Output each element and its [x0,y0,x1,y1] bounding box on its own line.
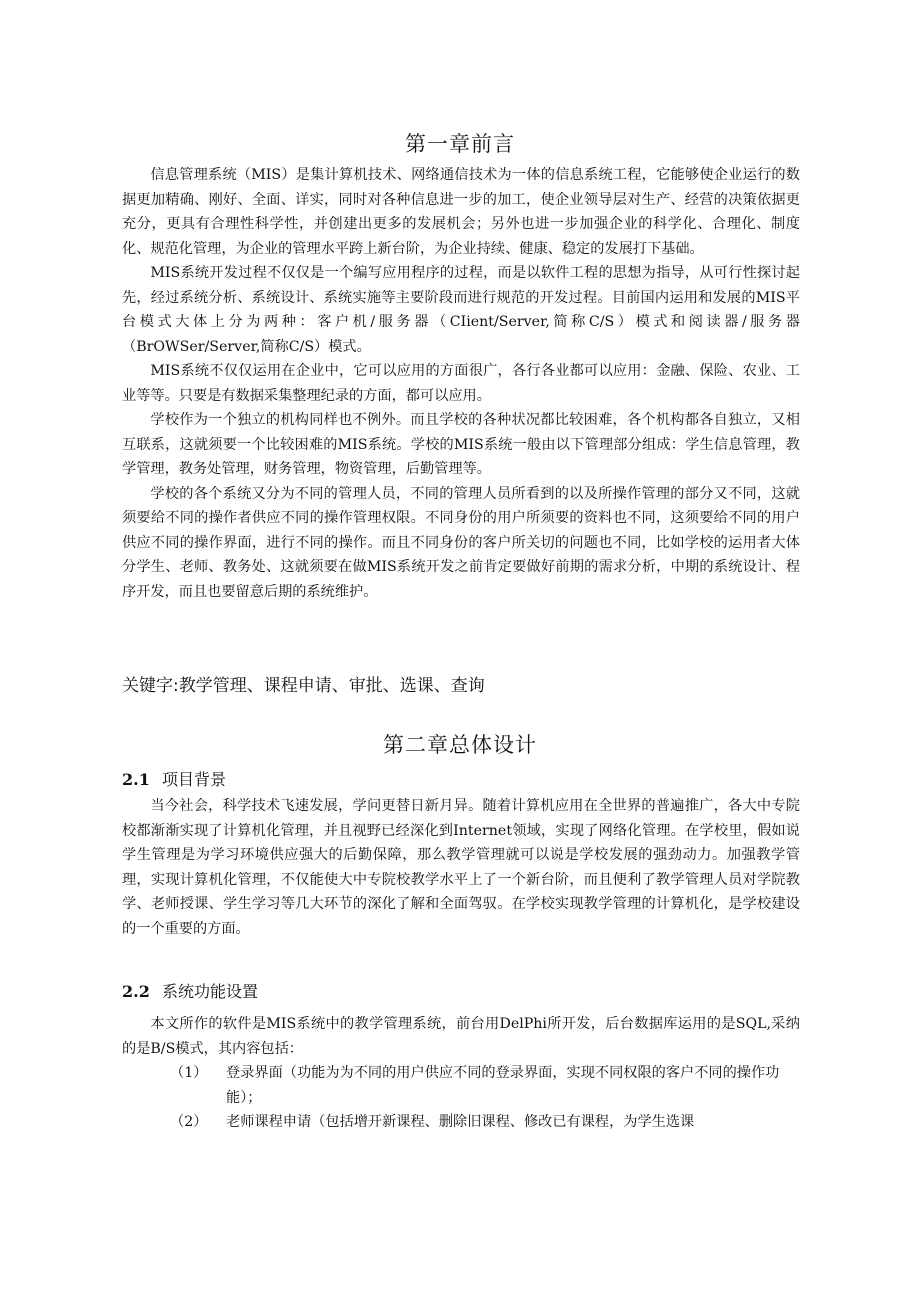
section-2-2-body [122,1012,800,1061]
list-item-index: （1） [170,1065,208,1081]
list-item [122,1110,800,1135]
function-list [122,1061,800,1135]
list-item-index: （2） [170,1114,208,1130]
section-number: 2.1 [122,770,150,789]
section-heading-2-1 [122,767,226,790]
section-title: 项目背景 [162,770,227,789]
list-item [122,1061,800,1110]
section-2-2-paragraph: 本文所作的软件是MIS系统中的教学管理系统，前台用DelPhi所开发，后台数据库运用的是SQL,采纳的是B/S模式，其内容包括： [122,1016,800,1057]
list-item-text: 登录界面（功能为为不同的用户供应不同的登录界面，实现不同权限的客户不同的操作功能）； [226,1065,780,1106]
chapter1-title: 第一章前言 [405,132,515,156]
section-title: 系统功能设置 [162,982,259,1001]
chapter2-title: 第二章总体设计 [383,733,537,757]
chapter1-paragraph-3: MIS系统不仅仅运用在企业中，它可以应用的方面很广，各行各业都可以应用：金融、保险、农业、工业等等。只要是有数据采集整理纪录的方面，都可以应用。 [122,363,800,404]
keywords-line: 关键字:教学管理、课程申请、审批、选课、查询 [122,676,485,696]
chapter1-paragraph-2: MIS系统开发过程不仅仅是一个编写应用程序的过程，而是以软件工程的思想为指导，从可行性探讨起先，经过系统分析、系统设计、系统实施等主要阶段而进行规范的开发过程。目前国内运用和发展的MIS平台模式大体上分为两种：客户机/服务器（CIient/Server,简称C/S）模式和阅读器/服务器（BrOWSer/Server,简称C/S）模式。 [122,265,800,355]
section-number: 2.2 [122,982,150,1001]
chapter1-paragraph-1: 信息管理系统（MIS）是集计算机技术、网络通信技术为一体的信息系统工程，它能够使企业运行的数据更加精确、刚好、全面、详实，同时对各种信息进一步的加工，使企业领导层对生产、经营的决策依据更充分，更具有合理性科学性，并创建出更多的发展机会；另外也进一步加强企业的科学化、合理化、制度化、规范化管理，为企业的管理水平跨上新台阶，为企业持续、健康、稳定的发展打下基础。 [122,167,800,257]
section-2-1-paragraph: 当今社会，科学技术飞速发展，学问更替日新月异。随着计算机应用在全世界的普遍推广，各大中专院校都渐渐实现了计算机化管理，并且视野已经深化到Internet领域，实现了网络化管理。在学校里，假如说学生管理是为学习环境供应强大的后勤保障，那么教学管理就可以说是学校发展的强劲动力。加强教学管理，实现计算机化管理，不仅能使大中专院校教学水平上了一个新台阶，而且便利了教学管理人员对学院教学、老师授课、学生学习等几大环节的深化了解和全面驾驭。在学校实现教学管理的计算机化，是学校建设的一个重要的方面。 [122,798,800,937]
chapter1-body [122,163,800,604]
list-item-text: 老师课程申请（包括增开新课程、删除旧课程、修改已有课程，为学生选课 [226,1114,695,1130]
section-2-1-body [122,794,800,941]
chapter1-paragraph-5: 学校的各个系统又分为不同的管理人员，不同的管理人员所看到的以及所操作管理的部分又不同，这就须要给不同的操作者供应不同的操作管理权限。不同身份的用户所须要的资料也不同，这须要给不同的用户供应不同的操作界面，进行不同的操作。而且不同身份的客户所关切的问题也不同，比如学校的运用者大体分学生、老师、教务处、这就须要在做MIS系统开发之前肯定要做好前期的需求分析，中期的系统设计、程序开发，而且也要留意后期的系统维护。 [122,485,800,600]
chapter1-paragraph-4: 学校作为一个独立的机构同样也不例外。而且学校的各种状况都比较困难，各个机构都各自独立，又相互联系，这就须要一个比较困难的MIS系统。学校的MIS系统一般由以下管理部分组成：学生信息管理，教学管理，教务处管理，财务管理，物资管理，后勤管理等。 [122,412,800,477]
section-heading-2-2 [122,979,258,1002]
